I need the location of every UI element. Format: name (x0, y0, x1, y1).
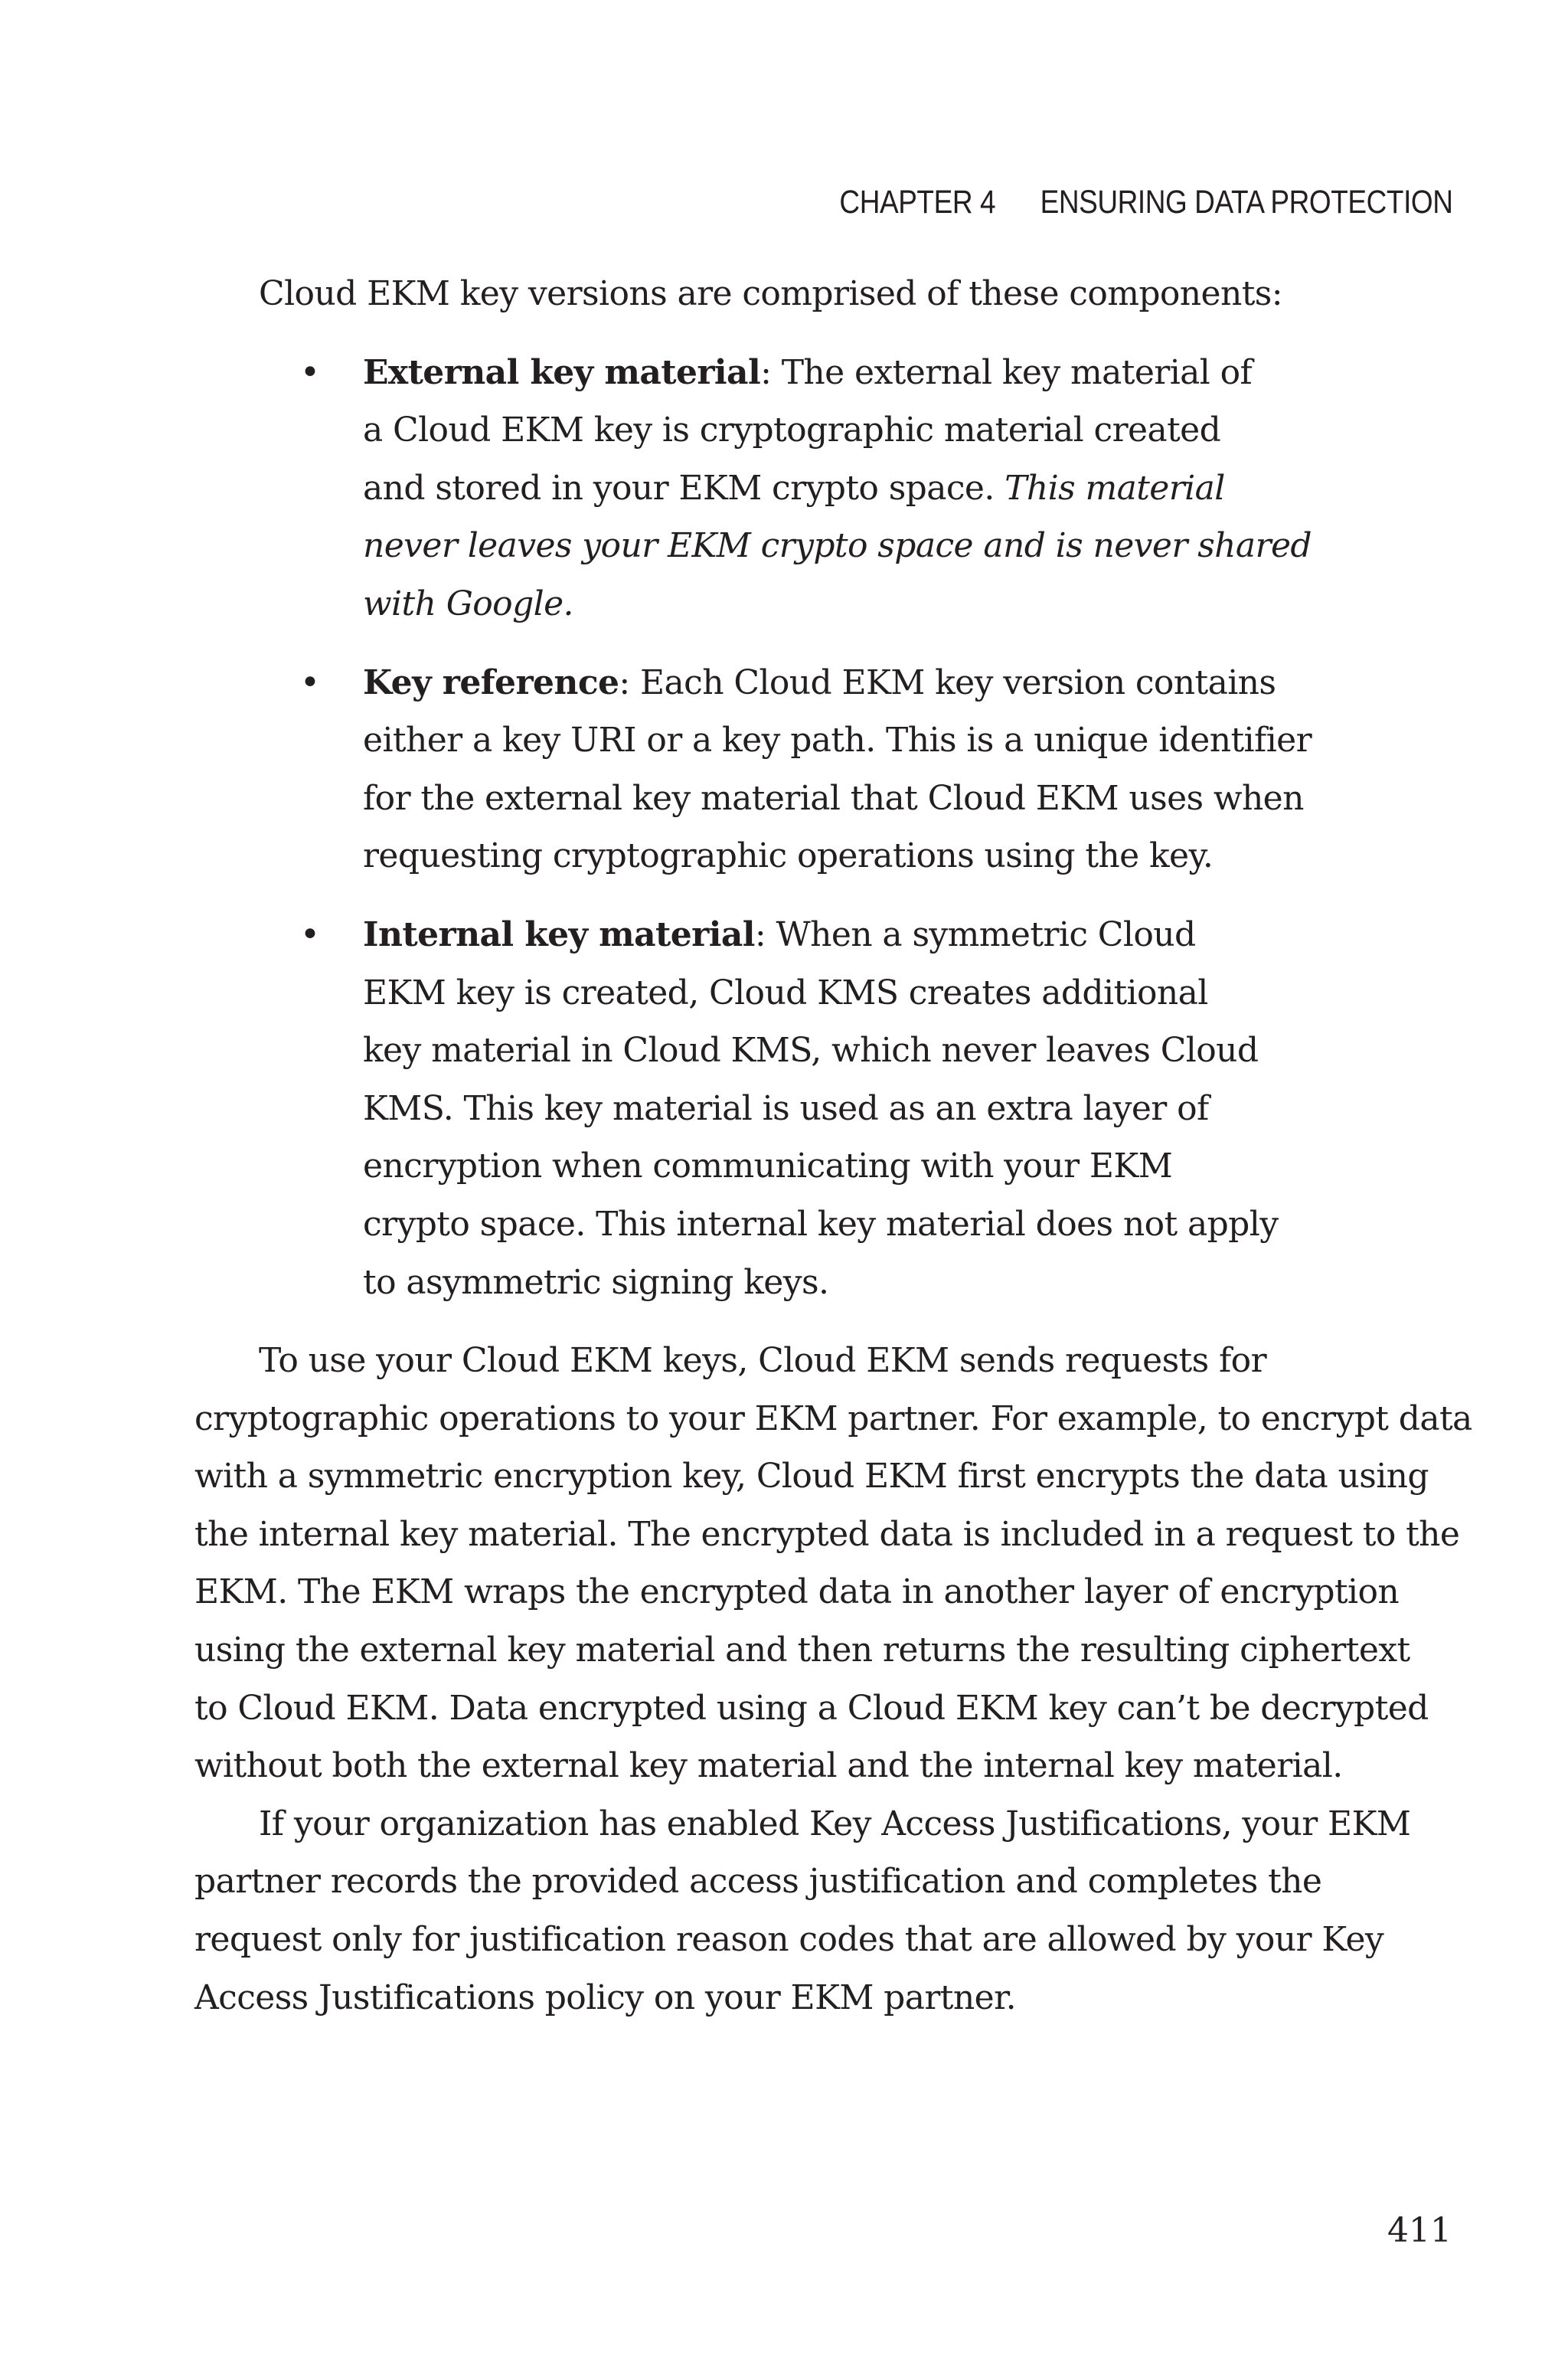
list-item: • External key material: The external key material of a Cloud EKM key is cryptographic material created and stored in your EKM crypto space. This material never leaves your EKM crypto space and is never shared with Google. (194, 344, 1496, 633)
bullet-term: Internal key material (363, 914, 755, 954)
page-number: 411 (1387, 2211, 1452, 2250)
running-head (840, 186, 1453, 219)
chapter-label: CHAPTER 4 (839, 184, 996, 221)
section-title: ENSURING DATA PROTECTION (1040, 184, 1453, 221)
intro-sentence: Cloud EKM key versions are comprised of these components: (259, 274, 1282, 313)
bullet-icon: • (300, 914, 320, 954)
bullet-icon: • (300, 662, 320, 702)
bullet-icon: • (300, 352, 320, 392)
list-item: • Key reference: Each Cloud EKM key version contains either a key URI or a key path. This is a unique identifier for the external key material that Cloud EKM uses when requesting cryptographic operations using the key. (194, 654, 1496, 885)
bullet-term: Key reference (363, 662, 619, 702)
paragraph-cloud-ekm-requests: To use your Cloud EKM keys, Cloud EKM sends requests for cryptographic operations to your EKM partner. For example, to encrypt data with a symmetric encryption key, Cloud EKM first encrypts the data using the internal key material. The encrypted data is included in a request to the EKM. The EKM wraps the encrypted data in another layer of encryption using the external key material and then returns the resulting ciphertext to Cloud EKM. Data encrypted using a Cloud EKM key can’t be decrypted without both the external key material and the internal key material. (194, 1341, 1472, 1786)
list-item: • Internal key material: When a symmetric Cloud EKM key is created, Cloud KMS creates additional key material in Cloud KMS, which never leaves Cloud KMS. This key material is used as an extra layer of encryption when communicating with your EKM crypto space. This internal key material does not apply to asymmetric signing keys. (194, 906, 1496, 1311)
italic-note: This material (1004, 468, 1225, 508)
component-list (194, 344, 1450, 1312)
bullet-term: External key material (363, 352, 761, 392)
body-text (194, 265, 1472, 2026)
paragraph-key-access-justifications: If your organization has enabled Key Access Justifications, your EKM partner records the provided access justification and completes the request only for justification reason codes that are allowed by your Key Access Justifications policy on your EKM partner. (194, 1804, 1411, 2017)
